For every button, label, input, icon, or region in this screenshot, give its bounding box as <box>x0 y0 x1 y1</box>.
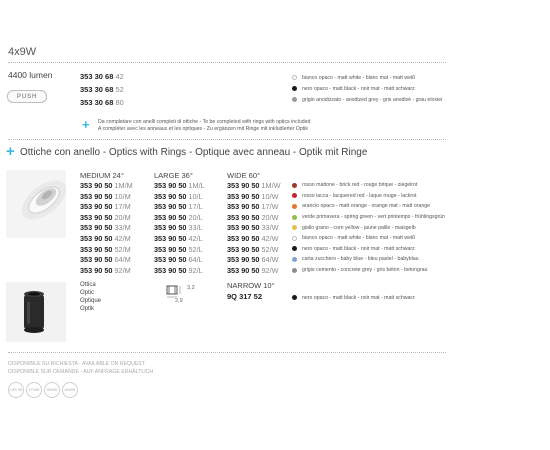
color-temp-badge: 4000K <box>62 382 78 398</box>
optic-code: 353 90 50 20/L <box>154 212 203 222</box>
column-header: MEDIUM 24° <box>80 171 124 180</box>
optic-code: 353 90 50 42/M <box>80 233 131 243</box>
optic-code: 353 90 50 20/M <box>80 212 131 222</box>
optic-code: 353 90 50 92/L <box>154 265 203 275</box>
lamp-code: 353 30 68 52 <box>80 85 124 94</box>
optic-code: 353 90 50 1M/L <box>154 181 205 190</box>
lumen-output: 4400 lumen <box>8 70 53 80</box>
swatch-concrete-grey <box>292 268 297 273</box>
swatch-baby-blue <box>292 257 297 262</box>
divider <box>8 62 446 63</box>
color-item: nero opaco - matt black - noir mat - matt schwarz <box>292 244 445 255</box>
optic-code: 353 90 50 33/L <box>154 223 203 233</box>
narrow-finish <box>292 292 415 303</box>
color-item: rosso mattone - brick red - rouge brique - ziegelrot <box>292 180 445 191</box>
optic-code: 353 90 50 64/L <box>154 255 203 265</box>
optics-column-wide <box>227 170 281 276</box>
optic-code: 353 90 50 64/M <box>80 255 131 265</box>
swatch-black <box>292 295 297 300</box>
optic-code: 353 90 50 33/M <box>80 223 131 233</box>
push-badge: PUSH <box>7 90 47 103</box>
color-item: grigio cemento - concrete grey - gris béton - betongrau <box>292 265 445 276</box>
ring-color-list <box>292 180 445 275</box>
completion-note: Da completare con anelli completi di ottiche - To be completed with rings with optics included A compléter avec les anneaux et les optiques - Zu ergänzen mit Ringe mit inkludierter Optik <box>98 119 311 132</box>
optic-code: 353 90 50 10/M <box>80 191 131 201</box>
lamp-code-list <box>80 70 124 109</box>
dimension-width: 2,9 <box>175 298 183 304</box>
optic-dimension-drawing <box>161 283 185 299</box>
swatch-spring-green <box>292 215 297 220</box>
color-temp-badge: 2700K <box>26 382 42 398</box>
divider <box>8 139 446 140</box>
section-title: Ottiche con anello - Optics with Rings - Optique avec anneau - Optik mit Ringe <box>20 147 368 158</box>
dimension-height: 3,2 <box>187 285 195 291</box>
narrow-code: 9Q 317 52 <box>227 292 263 301</box>
optic-code: 353 90 50 10/L <box>154 191 203 201</box>
optics-column-large <box>154 170 205 276</box>
column-header: WIDE 60° <box>227 171 261 180</box>
finish-item: nero opaco - matt black - noir mat - matt schwarz <box>292 83 443 94</box>
optic-code: 353 90 50 52/L <box>154 244 203 254</box>
optic-product-image <box>6 282 66 342</box>
color-item: giallo grano - corn yellow - jaune paille - maisgelb <box>292 222 445 233</box>
color-item: arancio opaco - matt orange - orange mat - matt orange <box>292 201 445 212</box>
optic-code: 353 90 50 20/W <box>227 212 279 222</box>
optic-code: 353 90 50 92/W <box>227 265 279 275</box>
lamp-finish-list <box>292 72 443 105</box>
color-item: rosso lacca - lacquered red - laque rouge - lackrot <box>292 191 445 202</box>
optic-code: 353 90 50 92/M <box>80 265 131 275</box>
swatch-white <box>292 236 297 241</box>
column-header: LARGE 36° <box>154 171 193 180</box>
ring-product-image <box>6 170 66 238</box>
optic-code: 353 90 50 17/M <box>80 202 131 212</box>
finish-item: bianco opaco - matt white - blanc mat - matt weiß <box>292 72 443 83</box>
optic-code: 353 90 50 17/L <box>154 202 203 212</box>
divider <box>8 352 446 353</box>
spec-badges <box>8 382 80 398</box>
optic-code: 353 90 50 42/W <box>227 233 279 243</box>
plus-icon: + <box>82 117 90 132</box>
optics-column-medium <box>80 170 133 276</box>
optic-code: 353 90 50 1M/M <box>80 181 133 190</box>
color-item: carta zucchero - baby blue - bleu pastel - babyblau <box>292 254 445 265</box>
optic-code: 353 90 50 1M/W <box>227 181 281 190</box>
swatch-brick-red <box>292 183 297 188</box>
color-item: bianco opaco - matt white - blanc mat - matt weiß <box>292 233 445 244</box>
swatch-grey <box>292 97 297 102</box>
optic-code: 353 90 50 52/M <box>80 244 131 254</box>
finish-item: grigio anodizzato - anodized grey - gris anodisé - grau eloxier <box>292 94 443 105</box>
color-item: verde primavera - spring green - vert printemps - frühlingsgrün <box>292 212 445 223</box>
swatch-lacquered-red <box>292 193 297 198</box>
swatch-corn-yellow <box>292 225 297 230</box>
optic-code: 353 90 50 42/L <box>154 233 203 243</box>
narrow-header: NARROW 10° <box>227 281 275 290</box>
optic-code: 353 90 50 10/W <box>227 191 279 201</box>
lamp-code: 353 30 68 80 <box>80 98 124 107</box>
finish-item: nero opaco - matt black - noir mat - matt schwarz <box>292 292 415 303</box>
color-temp-badge: 3000K <box>44 382 60 398</box>
product-title: 4x9W <box>8 46 37 58</box>
optic-code: 353 90 50 64/W <box>227 255 279 265</box>
optic-code: 353 90 50 33/W <box>227 223 279 233</box>
optic-code: 353 90 50 52/W <box>227 244 279 254</box>
cri-badge: CRI 95 <box>8 382 24 398</box>
swatch-black <box>292 86 297 91</box>
lamp-code: 353 30 68 42 <box>80 72 124 81</box>
optic-label: Ottica Optic Optique Optik <box>80 282 102 312</box>
swatch-orange <box>292 204 297 209</box>
swatch-black <box>292 246 297 251</box>
optic-code: 353 90 50 17/W <box>227 202 279 212</box>
plus-icon: + <box>6 143 15 160</box>
availability-note: DISPONIBILE SU RICHIESTA - AVAILABLE ON REQUEST DISPONIBLE SUR DEMANDE - AUF ANFRAGE ERHÄLTLICH <box>8 361 154 375</box>
swatch-white <box>292 75 297 80</box>
